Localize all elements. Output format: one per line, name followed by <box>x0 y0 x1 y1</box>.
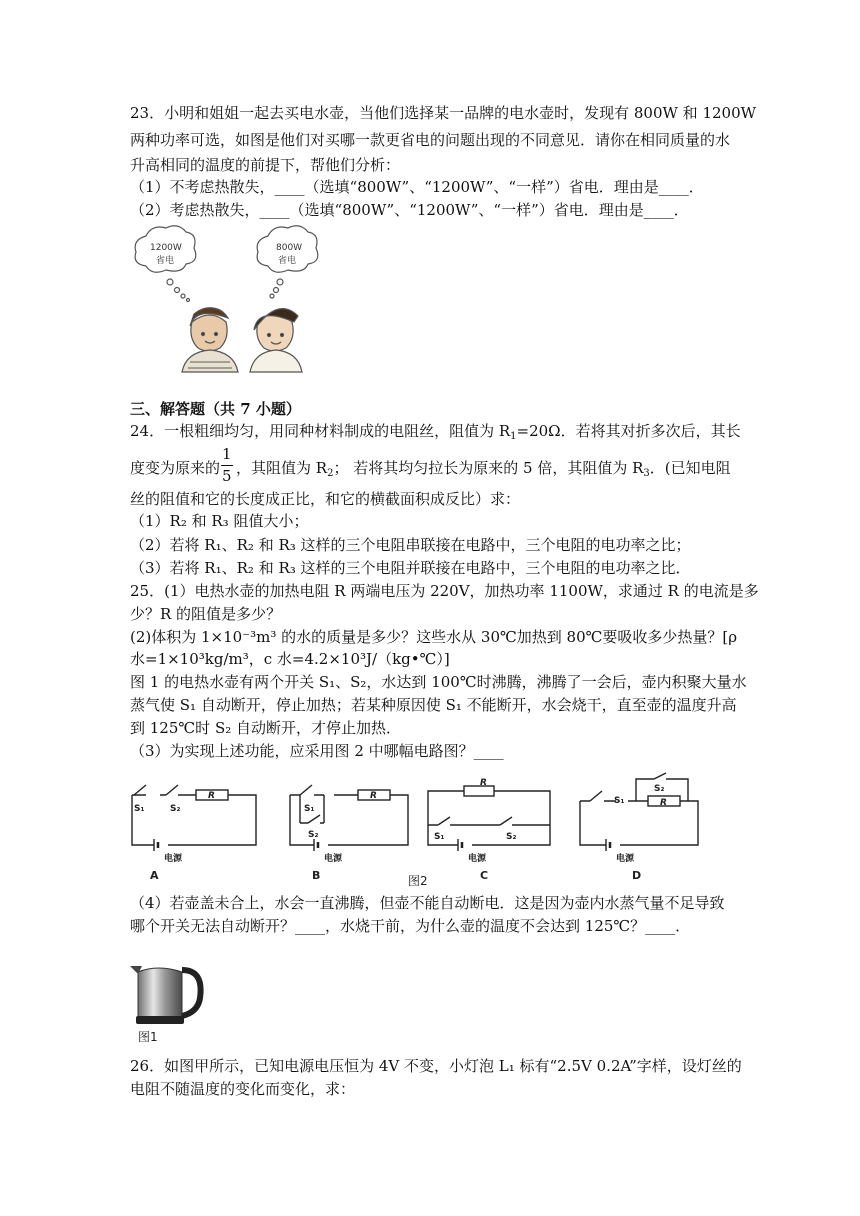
q25-line-7: 到 125℃时 S₂ 自动断开，才停止加热． <box>130 719 402 737</box>
kettle-figure-1 <box>128 952 208 1044</box>
circuit-c-s2: S₂ <box>506 832 517 842</box>
q25-line-2: 少？R 的阻值是多少？ <box>130 605 282 623</box>
q24-part-1: （1）R₂ 和 R₃ 阻值大小； <box>130 512 309 530</box>
q25-part-4-line-1: （4）若壶盖未合上，水会一直沸腾，但壶不能自动断电．这是因为壶内水蒸气量不足导致 <box>130 894 725 912</box>
q25-part-4-line-2: 哪个开关无法自动断开？____，水烧干前，为什么壶的温度不会达到 125℃？____． <box>130 917 691 935</box>
q24-l2sub: 2 <box>327 468 334 479</box>
q24-line-2 <box>130 445 731 486</box>
left-bubble-saving: 省电 <box>156 256 175 266</box>
circuit-c-s1: S₁ <box>434 832 445 842</box>
q24-l1b: =20Ω．若将其对折多次后，其长 <box>516 422 741 440</box>
figure-1-caption: 图1 <box>138 1030 158 1044</box>
q24-l1sub: 1 <box>510 431 517 442</box>
circuit-a-s1: S₁ <box>134 804 145 814</box>
section-3-heading: 三、解答题（共 7 小题） <box>130 400 301 418</box>
q25-line-4: 水=1×10³kg/m³，c 水=4.2×10³J/（kg•℃）] <box>130 650 450 668</box>
q24-l2sub2: 3 <box>643 468 650 479</box>
circuit-a-r: R <box>208 791 215 801</box>
right-bubble-saving: 省电 <box>278 256 297 266</box>
circuit-a-s2: S₂ <box>170 804 181 814</box>
q24-l2a: 度变为原来的 <box>130 459 221 477</box>
circuit-c-r: R <box>480 778 487 788</box>
shopping-kids-illustration <box>130 222 320 377</box>
circuit-d-s1: S₁ <box>614 796 625 806</box>
right-bubble-power: 800W <box>276 243 303 253</box>
circuit-b-power: 电源 <box>324 854 343 864</box>
left-bubble-power: 1200W <box>150 243 182 253</box>
circuit-label-a: A <box>150 869 159 882</box>
q25-part-3: （3）为实现上述功能，应采用图 2 中哪幅电路图？____ <box>130 742 504 760</box>
circuit-c-power: 电源 <box>468 854 487 864</box>
circuit-label-d: D <box>632 869 642 882</box>
fraction-denominator: 5 <box>222 467 232 485</box>
q24-l2c: ； 若将其均匀拉长为原来的 5 倍，其阻值为 R <box>333 459 644 477</box>
circuit-diagrams-figure-2 <box>128 765 718 887</box>
circuit-b-s2: S₂ <box>308 830 319 840</box>
q23-part-2: （2）考虑热散失，____（选填“800W”、“1200W”、“一样”）省电．理由是____． <box>130 201 689 219</box>
q24-line-3: 丝的阻值和它的长度成正比，和它的横截面积成反比）求： <box>130 490 521 508</box>
q23-line-3: 升高相同的温度的前提下，帮他们分析： <box>130 156 401 174</box>
q23-line-2: 两种功率可选，如图是他们对买哪一款更省电的问题出现的不同意见．请你在相同质量的水 <box>130 131 731 149</box>
q24-part-3: （3）若将 R₁、R₂ 和 R₃ 这样的三个电阻并联接在电路中，三个电阻的电功率之比． <box>130 559 691 577</box>
q24-l2b: ，其阻值为 R <box>236 459 328 477</box>
circuit-label-c: C <box>480 869 489 882</box>
q25-line-3: (2)体积为 1×10⁻³m³ 的水的质量是多少？这些水从 30℃加热到 80℃要吸收多少热量？[ρ <box>130 628 738 646</box>
circuit-b-r: R <box>370 791 377 801</box>
q24-l2d: ．(已知电阻 <box>649 459 731 477</box>
circuit-d-power: 电源 <box>616 854 635 864</box>
q23-line-1: 23．小明和姐姐一起去买电水壶，当他们选择某一品牌的电水壶时，发现有 800W 和 1200W <box>130 104 757 122</box>
q24-l1a: 24．一根粗细均匀，用同种材料制成的电阻丝，阻值为 R <box>130 422 511 440</box>
q25-line-1: 25．(1）电热水壶的加热电阻 R 两端电压为 220V，加热功率 1100W，求通过 R 的电流是多 <box>130 582 759 600</box>
circuit-d-r: R <box>660 798 667 808</box>
q24-part-2: （2）若将 R₁、R₂ 和 R₃ 这样的三个电阻串联接在电路中，三个电阻的电功率之比； <box>130 536 691 554</box>
fraction-one-fifth <box>220 445 236 486</box>
circuit-b-s1: S₁ <box>304 804 315 814</box>
q26-line-2: 电阻不随温度的变化而变化，求： <box>130 1080 356 1098</box>
q23-part-1: （1）不考虑热散失，____（选填“800W”、“1200W”、“一样”）省电．理由是____． <box>130 178 704 196</box>
q25-line-6: 蒸气使 S₁ 自动断开，停止加热；若某种原因使 S₁ 不能断开，水会烧干，直至壶的温度升高 <box>130 696 737 714</box>
q25-line-5: 图 1 的电热水壶有两个开关 S₁、S₂，水达到 100℃时沸腾，沸腾了一会后，壶内积聚大量水 <box>130 673 747 691</box>
figure-2-caption: 图2 <box>408 874 428 887</box>
circuit-a-power: 电源 <box>164 854 183 864</box>
circuit-label-b: B <box>312 869 321 882</box>
fraction-numerator: 1 <box>222 445 232 463</box>
q26-line-1: 26．如图甲所示，已知电源电压恒为 4V 不变，小灯泡 L₁ 标有“2.5V 0.2A”字样，设灯丝的 <box>130 1057 742 1075</box>
circuit-d-s2: S₂ <box>654 784 665 794</box>
